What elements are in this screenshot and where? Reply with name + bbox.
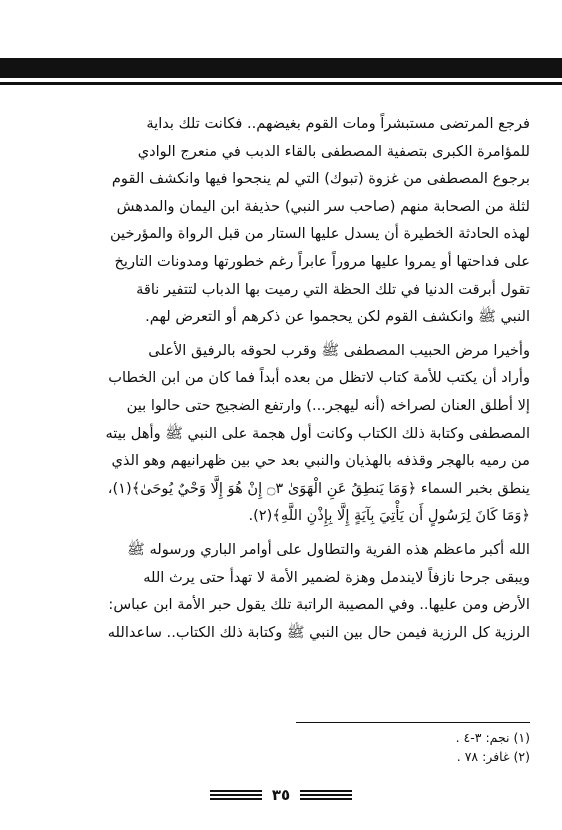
text-line: الأرض ومن عليها.. وفي المصيبة الراتبة تلك يقول حبر الأمة ابن عباس: — [108, 596, 530, 614]
footnote-divider — [296, 722, 530, 723]
text-line: تقول أبرقت الدنيا في تلك الحظة التي رميت بها الدباب لتتفير ناقة — [136, 280, 530, 298]
page-footer — [0, 783, 562, 807]
text-line: لهذه الحادثة الخطيرة أن يسدل عليها الستار من قبل الرواة والمؤرخين — [109, 225, 530, 243]
footnote-2: (٢) غافر: ٧٨ . — [456, 749, 530, 764]
text-line: ينطق بخبر السماء ﴿وَمَا يَنطِقُ عَنِ الْهَوَىٰ ۝٣ إِنْ هُوَ إِلَّا وَحْيٌ يُوحَىٰ﴾(١)، — [107, 479, 530, 497]
text-line: برجوع المصطفى من غزوة (تبوك) التي لم ينجحوا فيها وانكشف القوم — [111, 170, 530, 188]
body-text — [32, 110, 530, 652]
paragraph-3 — [32, 536, 530, 646]
footnote-1: (١) نجم: ٣-٤ . — [455, 730, 530, 745]
text-line: فرجع المرتضى مستبشراً ومات القوم بغيضهم.. فكانت تلك بداية — [146, 115, 530, 132]
paragraph-2 — [32, 337, 530, 530]
text-line: إلا أطلق العنان لصراخه (أنه ليهجر...) وارتفع الضجيج حتى حالوا بين — [126, 396, 530, 414]
text-line: ويبقى جرحا نازفاً لايندمل وهزة لضمير الأمة لا تهدأ حتى يرث الله — [143, 568, 530, 586]
footnotes — [290, 728, 530, 766]
footer-ornament-right — [300, 790, 352, 800]
text-line: وأراد أن يكتب للأمة كتاب لاتظل من بعده أبداً فما كان من ابن الخطاب — [108, 369, 530, 387]
paragraph-1 — [32, 110, 530, 331]
text-line: من رميه بالهجر وقذفه بالهذيان والنبي بعد حي بين ظهرانيهم وهو الذي — [111, 452, 530, 470]
text-line: النبي ﷺ وانكشف القوم لكن يحجموا عن ذكرهم أو التعرض لهم. — [145, 308, 530, 326]
page-number: ٣٥ — [271, 786, 291, 804]
text-line: الرزية كل الرزية فيمن حال بين النبي ﷺ وكتابة ذلك الكتاب.. ساعدالله — [107, 623, 530, 641]
text-line: وأخيرا مرض الحبيب المصطفى ﷺ وقرب لحوقه بالرفيق الأعلى — [148, 341, 530, 359]
text-line: لثلة من الصحابة منهم (صاحب سر النبي) حذيفة ابن اليمان والمدهش — [116, 197, 530, 215]
text-line: للمؤامرة الكبرى بتصفية المصطفى بالقاء الدبب في منعرج الوادي — [137, 142, 530, 160]
footer-ornament-left — [210, 790, 262, 800]
header-rule-thin — [0, 82, 562, 85]
header-rule-thick — [0, 58, 562, 78]
text-line: على فداحتها أو يمروا عليها مروراً عابراً رغم خطورتها ومدونات التاريخ — [114, 252, 530, 270]
text-line: الله أكبر ماعظم هذه الفرية والتطاول على أوامر الباري ورسوله ﷺ — [127, 540, 530, 558]
text-line: ﴿وَمَا كَانَ لِرَسُولٍ أَن يَأْتِيَ بِآيَةٍ إِلَّا بِإِذْنِ اللَّهِ﴾(٢). — [248, 507, 530, 525]
text-line: المصطفى وكتابة ذلك الكتاب وكانت أول هجمة على النبي ﷺ وأهل بيته — [105, 424, 530, 442]
